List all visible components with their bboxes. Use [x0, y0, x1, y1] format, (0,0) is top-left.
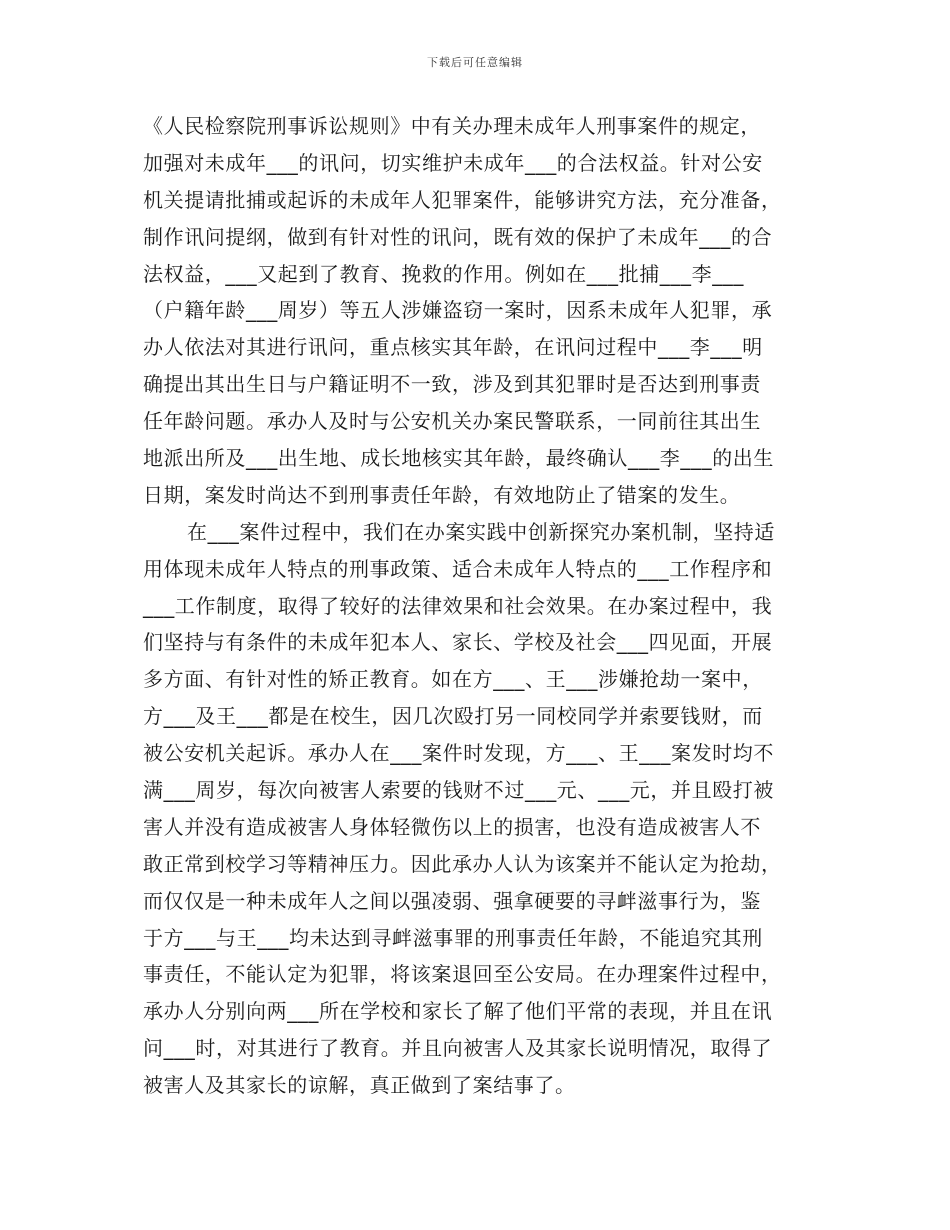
text-line: 问___时，对其进行了教育。并且向被害人及其家长说明情况，取得了 [143, 1036, 773, 1061]
text-line: 害人并没有造成被害人身体轻微伤以上的损害，也没有造成被害人不 [143, 814, 761, 839]
text-line: ___工作制度，取得了较好的法律效果和社会效果。在办案过程中，我 [143, 593, 773, 618]
text-line: 于方___与王___均未达到寻衅滋事罪的刑事责任年龄，不能追究其刑 [143, 925, 763, 950]
text-line: 用体现未成年人特点的刑事政策、适合未成年人特点的___工作程序和 [143, 556, 773, 581]
text-line: 法权益，___又起到了教育、挽救的作用。例如在___批捕___李___ [143, 261, 744, 286]
text-line: 在___案件过程中，我们在办案实践中创新探究办案机制，坚持适 [187, 519, 775, 544]
text-line: 《人民检察院刑事诉讼规则》中有关办理未成年人刑事案件的规定， [143, 114, 761, 138]
text-line: 多方面、有针对性的矫正教育。如在方___、王___涉嫌抢劫一案中， [143, 667, 763, 692]
text-line: 方___及王___都是在校生，因几次殴打另一同校同学并索要钱财，而 [143, 704, 763, 729]
text-line: 敢正常到校学习等精神压力。因此承办人认为该案并不能认定为抢劫， [143, 851, 782, 876]
text-line: 日期，案发时尚达不到刑事责任年龄，有效地防止了错案的发生。 [143, 482, 741, 507]
text-line: 地派出所及___出生地、成长地核实其年龄，最终确认___李___的出生 [143, 446, 774, 471]
text-line: 任年龄问题。承办人及时与公安机关办案民警联系，一同前往其出生 [143, 409, 761, 434]
document-body [143, 108, 833, 1104]
text-line: 机关提请批捕或起诉的未成年人犯罪案件，能够讲究方法，充分准备， [143, 187, 782, 212]
text-line: 而仅仅是一种未成年人之间以强凌弱、强拿硬要的寻衅滋事行为，鉴 [143, 888, 761, 913]
text-line: 承办人分别向两___所在学校和家长了解了他们平常的表现，并且在讯 [143, 999, 773, 1024]
text-line: （户籍年龄___周岁）等五人涉嫌盗窃一案时，因系未成年人犯罪，承 [143, 298, 773, 323]
text-line: 事责任，不能认定为犯罪，将该案退回至公安局。在办理案件过程中， [143, 962, 782, 987]
page-header: 下载后可任意编辑 [427, 56, 523, 69]
text-line: 们坚持与有条件的未成年犯本人、家长、学校及社会___四见面，开展 [143, 630, 773, 655]
text-line: 办人依法对其进行讯问，重点核实其年龄，在讯问过程中___李___明 [143, 335, 763, 360]
text-line: 被害人及其家长的谅解，真正做到了案结事了。 [143, 1073, 576, 1098]
text-line: 确提出其出生日与户籍证明不一致，涉及到其犯罪时是否达到刑事责 [143, 372, 761, 397]
text-line: 被公安机关起诉。承办人在___案件时发现，方___、王___案发时均不 [143, 741, 774, 766]
text-line: 满___周岁，每次向被害人索要的钱财不过___元、___元，并且殴打被 [143, 778, 774, 803]
text-line: 加强对未成年___的讯问，切实维护未成年___的合法权益。针对公安 [143, 150, 763, 175]
text-line: 制作讯问提纲，做到有针对性的讯问，既有效的保护了未成年___的合 [143, 224, 773, 249]
